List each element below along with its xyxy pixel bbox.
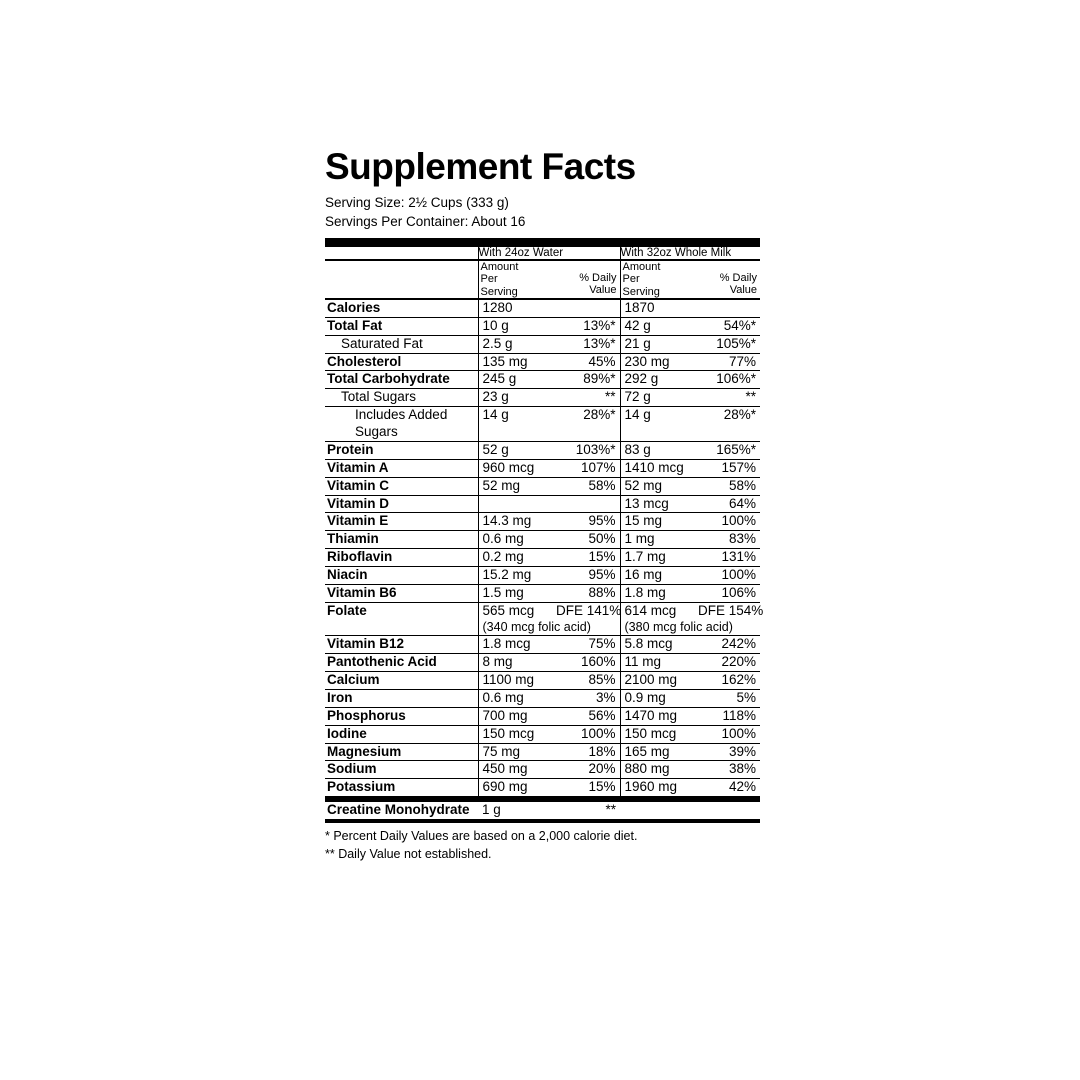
milk-daily-value: 28%* — [698, 407, 760, 442]
nutrient-name: Saturated Fat — [325, 335, 478, 353]
nutrient-name: Total Fat — [325, 317, 478, 335]
milk-daily-value: 131% — [698, 549, 760, 567]
water-amount: 960 mcg — [478, 459, 556, 477]
water-amount: 8 mg — [478, 654, 556, 672]
milk-daily-value: 100% — [698, 513, 760, 531]
subheader-amount-water: Amount Per Serving — [478, 260, 556, 299]
water-daily-value — [556, 495, 620, 513]
milk-daily-value: 42% — [698, 779, 760, 799]
water-daily-value: DFE 141% — [556, 602, 620, 636]
nutrient-rows — [325, 299, 764, 799]
water-amount: 23 g — [478, 389, 556, 407]
subheader-dv-milk: % Daily Value — [698, 260, 760, 299]
milk-daily-value: 157% — [698, 459, 760, 477]
table-row — [325, 371, 760, 389]
milk-amount: 15 mg — [620, 513, 698, 531]
water-amount — [478, 495, 556, 513]
table-row — [325, 689, 760, 707]
servings-per-container: Servings Per Container: About 16 — [325, 214, 526, 230]
water-daily-value: 20% — [556, 761, 620, 779]
milk-daily-value: 83% — [698, 531, 760, 549]
water-amount: 1.8 mcg — [478, 636, 556, 654]
subheader-amount-milk: Amount Per Serving — [620, 260, 698, 299]
milk-daily-value: 5% — [698, 689, 760, 707]
water-daily-value: 50% — [556, 531, 620, 549]
table-row — [325, 353, 760, 371]
milk-amount: 880 mg — [620, 761, 698, 779]
table-row — [325, 317, 760, 335]
water-daily-value: 107% — [556, 459, 620, 477]
milk-daily-value: 162% — [698, 672, 760, 690]
serving-size: Serving Size: 2½ Cups (333 g) — [325, 194, 509, 210]
water-daily-value: 103%* — [556, 441, 620, 459]
table-row — [325, 672, 760, 690]
table-row — [325, 743, 760, 761]
column-group-water: With 24oz Water — [478, 247, 620, 260]
milk-daily-value: 54%* — [698, 317, 760, 335]
water-daily-value: 88% — [556, 584, 620, 602]
milk-daily-value: 118% — [698, 707, 760, 725]
water-amount: 245 g — [478, 371, 556, 389]
supplement-facts-panel — [300, 140, 780, 980]
milk-daily-value: 105%* — [698, 335, 760, 353]
milk-daily-value: 100% — [698, 725, 760, 743]
nutrient-name: Vitamin B6 — [325, 584, 478, 602]
nutrient-name: Iodine — [325, 725, 478, 743]
water-daily-value: 100% — [556, 725, 620, 743]
milk-amount: 42 g — [620, 317, 698, 335]
footnotes — [325, 823, 760, 863]
milk-amount: 1470 mg — [620, 707, 698, 725]
table-row — [325, 799, 760, 819]
milk-daily-value — [698, 299, 760, 317]
table-row — [325, 707, 760, 725]
subheader-dv-water: % Daily Value — [556, 260, 620, 299]
nutrient-name: Calcium — [325, 672, 478, 690]
nutrient-name: Vitamin C — [325, 477, 478, 495]
water-amount: 15.2 mg — [478, 567, 556, 585]
nutrient-name: Calories — [325, 299, 478, 317]
milk-daily-value: 39% — [698, 743, 760, 761]
table-row — [325, 761, 760, 779]
water-amount: 1 g — [478, 799, 556, 819]
milk-daily-value: 64% — [698, 495, 760, 513]
milk-daily-value: 220% — [698, 654, 760, 672]
column-group-milk: With 32oz Whole Milk — [620, 247, 760, 260]
water-amount: 135 mg — [478, 353, 556, 371]
milk-amount — [620, 799, 698, 819]
water-amount: 1280 — [478, 299, 556, 317]
table-row — [325, 513, 760, 531]
table-row — [325, 725, 760, 743]
table-row — [325, 441, 760, 459]
water-amount: 1100 mg — [478, 672, 556, 690]
water-amount: 14.3 mg — [478, 513, 556, 531]
milk-amount: 150 mcg — [620, 725, 698, 743]
table-row — [325, 584, 760, 602]
milk-daily-value: 106% — [698, 584, 760, 602]
table-row — [325, 407, 760, 442]
milk-amount: 0.9 mg — [620, 689, 698, 707]
milk-daily-value: DFE 154% — [698, 602, 760, 636]
milk-amount: 292 g — [620, 371, 698, 389]
milk-amount: 1.8 mg — [620, 584, 698, 602]
nutrient-name: Iron — [325, 689, 478, 707]
milk-daily-value: 100% — [698, 567, 760, 585]
divider-thick-top — [325, 238, 760, 247]
milk-amount: 1.7 mg — [620, 549, 698, 567]
nutrient-name: Vitamin D — [325, 495, 478, 513]
water-daily-value: 13%* — [556, 335, 620, 353]
nutrient-name: Thiamin — [325, 531, 478, 549]
water-daily-value: 15% — [556, 549, 620, 567]
water-amount: 690 mg — [478, 779, 556, 799]
water-daily-value: ** — [556, 389, 620, 407]
water-daily-value: 95% — [556, 567, 620, 585]
water-daily-value: 95% — [556, 513, 620, 531]
water-daily-value: 56% — [556, 707, 620, 725]
nutrient-name: Niacin — [325, 567, 478, 585]
water-amount: 150 mcg — [478, 725, 556, 743]
water-amount: 52 mg — [478, 477, 556, 495]
nutrient-name: Creatine Monohydrate — [325, 799, 478, 819]
milk-amount: 2100 mg — [620, 672, 698, 690]
milk-amount: 1410 mcg — [620, 459, 698, 477]
water-daily-value — [556, 299, 620, 317]
nutrient-name: Vitamin A — [325, 459, 478, 477]
milk-daily-value: 58% — [698, 477, 760, 495]
nutrient-name: Vitamin B12 — [325, 636, 478, 654]
table-row — [325, 654, 760, 672]
water-daily-value: 28%* — [556, 407, 620, 442]
table-row — [325, 459, 760, 477]
milk-amount: 230 mg — [620, 353, 698, 371]
water-daily-value: 89%* — [556, 371, 620, 389]
milk-daily-value: 38% — [698, 761, 760, 779]
extra-ingredient-rows — [325, 799, 760, 819]
footnote-1: * Percent Daily Values are based on a 2,000 calorie diet. — [325, 829, 638, 844]
nutrition-table — [325, 246, 764, 819]
table-row — [325, 636, 760, 654]
water-amount: 14 g — [478, 407, 556, 442]
milk-amount: 72 g — [620, 389, 698, 407]
milk-amount: 1 mg — [620, 531, 698, 549]
water-amount: 10 g — [478, 317, 556, 335]
water-daily-value: 75% — [556, 636, 620, 654]
table-row — [325, 549, 760, 567]
footnote-2: ** Daily Value not established. — [325, 847, 492, 862]
milk-daily-value: ** — [698, 389, 760, 407]
water-daily-value: 13%* — [556, 317, 620, 335]
milk-daily-value: 242% — [698, 636, 760, 654]
water-amount: 700 mg — [478, 707, 556, 725]
table-row — [325, 779, 760, 799]
milk-daily-value — [698, 799, 760, 819]
water-amount: 1.5 mg — [478, 584, 556, 602]
milk-amount: 5.8 mcg — [620, 636, 698, 654]
water-amount: 0.6 mg — [478, 531, 556, 549]
water-amount: 75 mg — [478, 743, 556, 761]
table-row — [325, 389, 760, 407]
milk-amount: 1870 — [620, 299, 698, 317]
water-daily-value: 45% — [556, 353, 620, 371]
water-daily-value: 3% — [556, 689, 620, 707]
nutrient-name: Sodium — [325, 761, 478, 779]
supplement-facts-label — [325, 146, 764, 863]
milk-amount: 14 g — [620, 407, 698, 442]
water-amount: 0.6 mg — [478, 689, 556, 707]
nutrient-name: Total Sugars — [325, 389, 478, 407]
table-row — [325, 567, 760, 585]
milk-daily-value: 165%* — [698, 441, 760, 459]
milk-amount: 83 g — [620, 441, 698, 459]
nutrient-name: Riboflavin — [325, 549, 478, 567]
nutrient-name: Pantothenic Acid — [325, 654, 478, 672]
milk-amount: 11 mg — [620, 654, 698, 672]
milk-amount: 165 mg — [620, 743, 698, 761]
water-daily-value: ** — [556, 799, 620, 819]
table-row — [325, 531, 760, 549]
water-amount: 52 g — [478, 441, 556, 459]
table-row — [325, 602, 760, 636]
page-title: Supplement Facts — [325, 146, 636, 187]
milk-amount: 1960 mg — [620, 779, 698, 799]
nutrient-name: Potassium — [325, 779, 478, 799]
column-subheader-row — [325, 260, 760, 299]
water-daily-value: 58% — [556, 477, 620, 495]
water-amount: 2.5 g — [478, 335, 556, 353]
nutrient-name: Phosphorus — [325, 707, 478, 725]
table-row — [325, 495, 760, 513]
water-amount: 565 mcg (340 mcg folic acid) — [478, 602, 556, 636]
nutrient-name: Includes Added Sugars — [325, 407, 478, 442]
milk-amount: 52 mg — [620, 477, 698, 495]
water-amount: 0.2 mg — [478, 549, 556, 567]
nutrient-name: Total Carbohydrate — [325, 371, 478, 389]
milk-amount: 16 mg — [620, 567, 698, 585]
nutrient-name: Protein — [325, 441, 478, 459]
nutrient-name: Cholesterol — [325, 353, 478, 371]
milk-daily-value: 106%* — [698, 371, 760, 389]
milk-amount: 21 g — [620, 335, 698, 353]
nutrient-name: Vitamin E — [325, 513, 478, 531]
table-row — [325, 335, 760, 353]
table-row — [325, 299, 760, 317]
column-group-header-row — [325, 247, 760, 260]
milk-amount: 13 mcg — [620, 495, 698, 513]
nutrient-name: Folate — [325, 602, 478, 636]
water-daily-value: 160% — [556, 654, 620, 672]
table-row — [325, 477, 760, 495]
milk-amount: 614 mcg (380 mcg folic acid) — [620, 602, 698, 636]
water-daily-value: 18% — [556, 743, 620, 761]
water-daily-value: 15% — [556, 779, 620, 799]
milk-daily-value: 77% — [698, 353, 760, 371]
nutrient-name: Magnesium — [325, 743, 478, 761]
water-daily-value: 85% — [556, 672, 620, 690]
water-amount: 450 mg — [478, 761, 556, 779]
